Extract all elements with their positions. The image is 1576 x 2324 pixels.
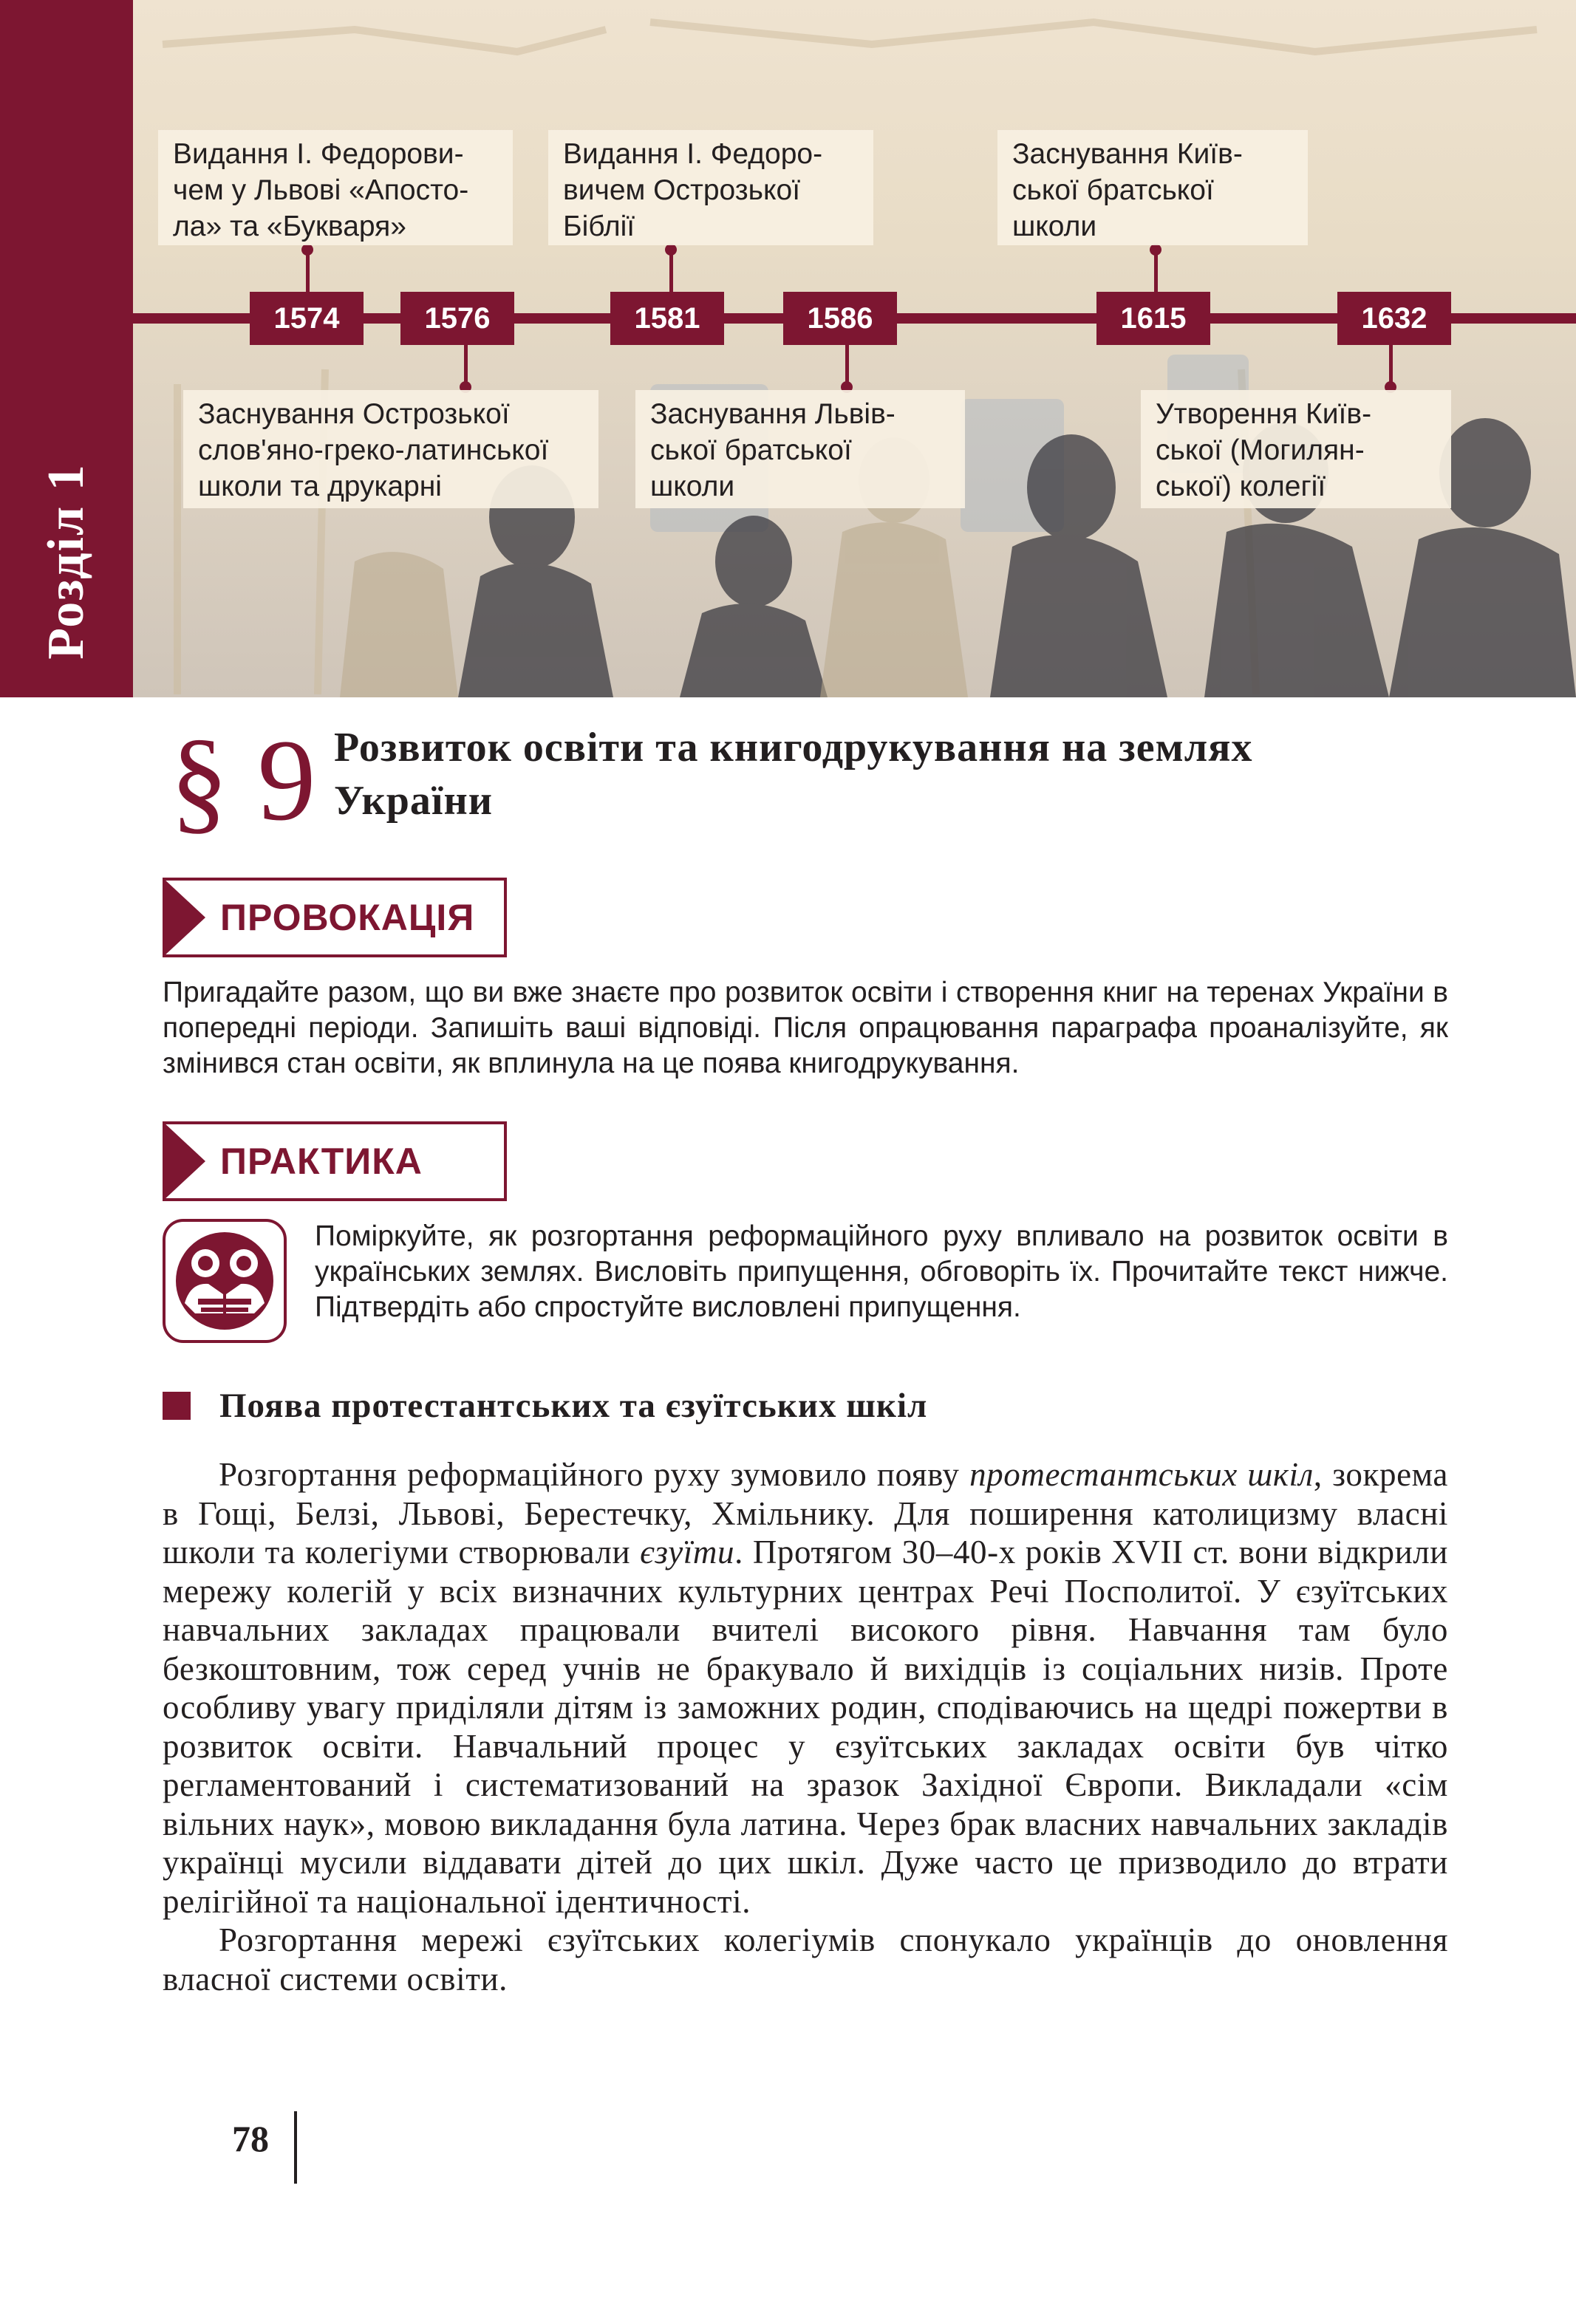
timeline-connector-dot [301,244,313,256]
timeline-event-box: Видання І. Федорови- чем у Львові «Апосто- ла» та «Букваря» [158,130,513,245]
section-heading: Поява протестантських та єзуїтських шкіл [219,1387,928,1425]
section-label: Розділ 1 [38,463,95,660]
timeline-year-badge: 1581 [610,292,724,345]
group-discussion-icon [163,1219,287,1343]
term-italic: єзуїти [640,1534,735,1571]
provocation-label: ПРОВОКАЦІЯ [220,897,475,938]
timeline-year-badge: 1574 [250,292,364,345]
hero-illustration-art [133,0,1576,697]
timeline-year-badge: 1576 [400,292,514,345]
body-text-run: , зокрема в Гощі, Белзі, Львові, Берестечку, Хмільнику. Для поширення католицизму власні школи та колегіуми створювали [163,1456,1448,1571]
timeline-year-badge: 1615 [1096,292,1210,345]
timeline-event-box: Заснування Львів- ської братської школи [635,390,965,508]
timeline-event-box: Заснування Київ- ської братської школи [997,130,1308,245]
body-text [163,1455,1448,1998]
heading-bullet [163,1392,191,1420]
timeline-connector [464,343,468,387]
timeline-event-box: Заснування Острозької слов'яно-греко-латинської школи та друкарні [183,390,598,508]
body-text-run: Розгортання реформаційного руху зумовило появу [219,1456,970,1493]
timeline-connector-dot [665,244,677,256]
practice-text: Поміркуйте, як розгортання реформаційного руху впливало на розвиток освіти в українських землях. Висловіть припущення, обговоріть їх. Прочитайте текст нижче. Підтвердіть або спростуйте висловлені припущення. [315,1220,1448,1323]
timeline-connector [845,343,849,387]
timeline-event-box: Видання І. Федоро- вичем Острозької Біблії [548,130,873,245]
section-arrow-icon [163,1121,205,1201]
page-number-divider [294,2111,297,2184]
provocation-text: Пригадайте разом, що ви вже знаєте про розвиток освіти і створення книг на теренах України в попередні періоди. Запишіть ваші відповіді. Після опрацювання параграфа проаналізуйте, як змінився стан освіти, як вплинула на це поява книгодрукування. [163,977,1448,1079]
timeline-year-badge: 1586 [783,292,897,345]
term-italic: протестантських шкіл [969,1456,1314,1493]
timeline-connector-dot [1150,244,1161,256]
page-number: 78 [232,2118,269,2159]
provocation-header [163,878,507,957]
timeline-year-badge: 1632 [1337,292,1451,345]
paragraph-number: § 9 [170,716,316,845]
body-paragraph: Розгортання мережі єзуїтських колегіумів спонукало українців до оновлення власної системи освіти. [163,1921,1448,1997]
timeline-connector [1389,343,1393,387]
practice-header [163,1121,507,1201]
practice-label: ПРАКТИКА [220,1141,423,1182]
timeline-event-box: Утворення Київ- ської (Могилян- ської) колегії [1141,390,1451,508]
section-arrow-icon [163,878,205,957]
hero-illustration [133,0,1576,697]
body-paragraph [163,1455,1448,1921]
paragraph-title: Розвиток освіти та книгодрукування на землях України [334,725,1253,824]
body-text-run: . Протягом 30–40-х років XVII ст. вони відкрили мережу колегій у всіх визначних культурних центрах Речі Посполитої. У єзуїтських навчальних закладах працювали вчителі високого рівня. Навчання там було безкоштовним, тож серед учнів не бракувало й вихідців із соціальних низів. Проте особливу увагу приділяли дітям із заможних родин, сподіваючись на щедрі пожертви в розвиток освіти. Навчальний процес у єзуїтських закладах освіти був чітко регламентований і систематизований на зразок Західної Європи. Викладали «сім вільних наук», мовою викладання була латина. Через брак власних навчальних закладів українці мусили віддавати дітей до цих шкіл. Дуже часто це призводило до втрати релігійної та національної ідентичності. [163,1534,1448,1920]
